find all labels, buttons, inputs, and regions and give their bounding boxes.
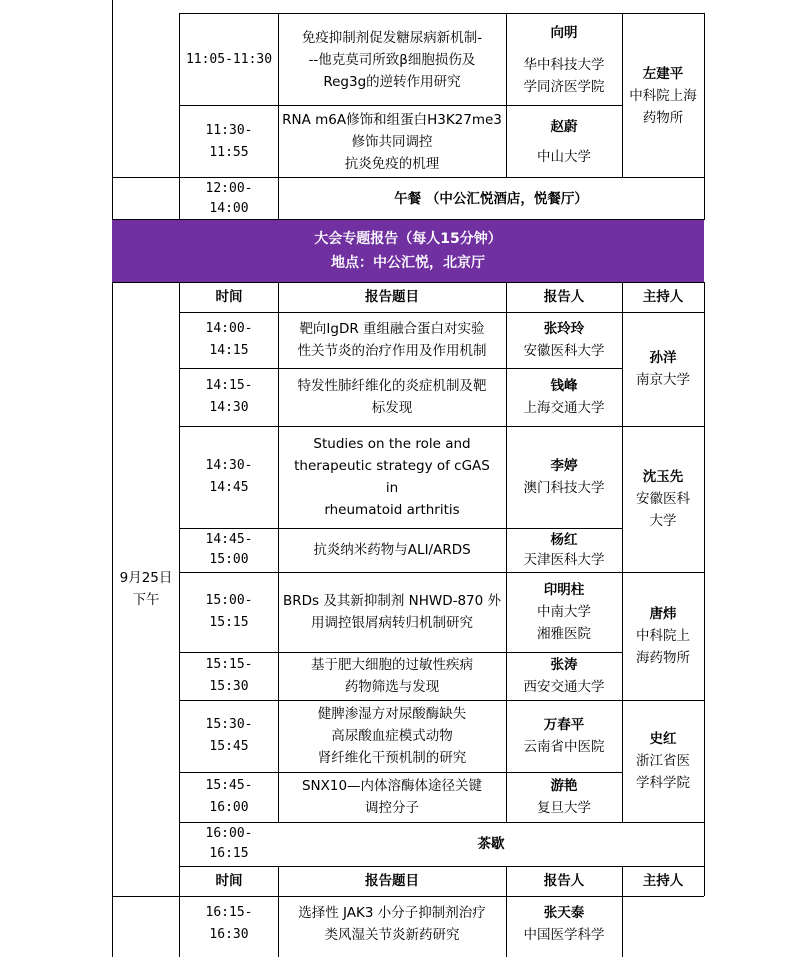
time-cell bbox=[180, 700, 278, 772]
time-text: 16:15 bbox=[209, 846, 249, 861]
talk-title-line: 类风湿关节炎新药研究 bbox=[324, 927, 460, 943]
speaker-affiliation: 复旦大学 bbox=[537, 800, 591, 816]
grid-line bbox=[180, 700, 704, 701]
header-host-label: 主持人 bbox=[642, 873, 684, 889]
talk-title-line: 免疫抑制剂促发糖尿病新机制- bbox=[301, 30, 483, 46]
host-affiliation: 浙江省医 bbox=[636, 753, 690, 769]
date-half: 下午 bbox=[132, 592, 160, 608]
speaker-cell bbox=[506, 312, 622, 368]
time-text: 16:15- bbox=[205, 905, 253, 920]
talk-title-cell bbox=[278, 652, 506, 700]
time-cell bbox=[180, 368, 278, 426]
header-speaker-label: 报告人 bbox=[543, 289, 585, 305]
speaker-name: 钱峰 bbox=[550, 378, 578, 394]
grid-line bbox=[112, 896, 704, 897]
grid-line bbox=[112, 219, 704, 220]
talk-title-line: 高尿酸血症模式动物 bbox=[331, 728, 453, 744]
grid-line bbox=[506, 282, 507, 822]
date-day: 9月25日 bbox=[119, 570, 173, 586]
header-speaker-label: 报告人 bbox=[543, 873, 585, 889]
talk-title-line: 选择性 JAK3 小分子抑制剂治疗 bbox=[298, 905, 486, 921]
host-cell bbox=[622, 572, 704, 700]
time-cell bbox=[180, 822, 278, 866]
lunch-cell bbox=[278, 178, 704, 220]
time-text: 14:15- bbox=[205, 378, 253, 393]
header-host bbox=[622, 282, 704, 312]
grid-line bbox=[112, 0, 113, 220]
host-affiliation: 南京大学 bbox=[636, 372, 690, 388]
grid-line bbox=[704, 13, 705, 220]
grid-line bbox=[180, 652, 622, 653]
speaker-affiliation: 安徽医科大学 bbox=[523, 343, 605, 359]
host-affiliation: 海药物所 bbox=[636, 650, 690, 666]
time-cell bbox=[180, 14, 278, 106]
talk-title-line: 健脾渗湿方对尿酸酶缺失 bbox=[317, 706, 467, 722]
grid-line bbox=[180, 13, 704, 14]
grid-line bbox=[506, 13, 507, 178]
time-text: 16:00 bbox=[209, 800, 249, 815]
grid-line bbox=[180, 866, 704, 867]
talk-title-line: 药物筛选与发现 bbox=[344, 679, 440, 695]
time-text: 16:30 bbox=[209, 927, 249, 942]
speaker-affiliation: 湘雅医院 bbox=[537, 626, 591, 642]
talk-title-line: 性关节炎的治疗作用及作用机制 bbox=[297, 343, 487, 359]
time-text: 15:00 bbox=[209, 552, 249, 567]
header-title-label: 报告题目 bbox=[365, 873, 419, 889]
time-text: 14:30- bbox=[205, 458, 253, 473]
talk-title-cell bbox=[278, 312, 506, 368]
grid-line bbox=[278, 282, 279, 822]
tea-break-text: 茶歇 bbox=[477, 836, 505, 852]
talk-title-line: 基于肥大细胞的过敏性疾病 bbox=[311, 657, 473, 673]
time-cell bbox=[180, 178, 278, 220]
talk-title-line: BRDs 及其新抑制剂 NHWD-870 外 bbox=[282, 593, 502, 609]
speaker-name: 向明 bbox=[550, 25, 578, 41]
host-affiliation: 中科院上海 bbox=[629, 88, 697, 104]
speaker-affiliation: 澳门科技大学 bbox=[523, 480, 605, 496]
grid-line bbox=[180, 105, 622, 106]
host-affiliation: 中科院上 bbox=[636, 628, 690, 644]
time-text: 15:45- bbox=[205, 778, 253, 793]
lunch-text: 午餐 （中公汇悦酒店，悦餐厅） bbox=[394, 191, 588, 207]
grid-line bbox=[112, 282, 113, 957]
host-name: 唐炜 bbox=[649, 606, 677, 622]
speaker-cell bbox=[506, 368, 622, 426]
time-cell bbox=[180, 652, 278, 700]
grid-line bbox=[704, 282, 705, 896]
grid-line bbox=[179, 13, 180, 220]
speaker-cell bbox=[506, 528, 622, 572]
time-text: 11:30- bbox=[205, 123, 253, 138]
speaker-name: 张天泰 bbox=[543, 905, 585, 921]
host-cell bbox=[622, 700, 704, 822]
speaker-cell bbox=[506, 652, 622, 700]
speaker-name: 印明柱 bbox=[543, 582, 585, 598]
talk-title-line: rheumatoid arthritis bbox=[324, 502, 460, 518]
talk-title-line: RNA m6A修饰和组蛋白H3K27me3 bbox=[282, 112, 502, 128]
speaker-name: 李婷 bbox=[550, 458, 578, 474]
speaker-affiliation: 上海交通大学 bbox=[523, 400, 605, 416]
speaker-cell bbox=[506, 772, 622, 822]
grid-line bbox=[622, 282, 623, 822]
time-text: 11:05-11:30 bbox=[185, 52, 273, 67]
talk-title-cell bbox=[278, 106, 506, 178]
speaker-affiliation: 华中科技大学 bbox=[523, 57, 605, 73]
speaker-name: 赵蔚 bbox=[550, 119, 578, 135]
time-cell bbox=[180, 426, 278, 528]
speaker-name: 杨红 bbox=[550, 532, 578, 548]
talk-title-line: 抗炎纳米药物与ALI/ARDS bbox=[313, 542, 471, 558]
talk-title-line: --他克莫司所致β细胞损伤及 bbox=[308, 52, 476, 68]
grid-line bbox=[180, 312, 704, 313]
talk-title-cell bbox=[278, 896, 506, 952]
talk-title-cell bbox=[278, 14, 506, 106]
host-name: 孙洋 bbox=[649, 350, 677, 366]
speaker-cell bbox=[506, 572, 622, 652]
header-speaker bbox=[506, 866, 622, 896]
host-name: 史红 bbox=[649, 731, 677, 747]
host-affiliation: 学科学院 bbox=[636, 775, 690, 791]
header-time-label: 时间 bbox=[215, 289, 243, 305]
talk-title-line: 调控分子 bbox=[365, 800, 419, 816]
speaker-cell bbox=[506, 106, 622, 178]
speaker-affiliation: 天津医科大学 bbox=[523, 552, 605, 568]
talk-title-line: in bbox=[385, 480, 399, 496]
talk-title-line: 抗炎免疫的机理 bbox=[344, 156, 440, 172]
date-cell bbox=[112, 282, 180, 896]
header-title bbox=[278, 866, 506, 896]
host-cell bbox=[622, 14, 704, 178]
time-text: 11:55 bbox=[209, 145, 249, 160]
talk-title-line: SNX10—内体溶酶体途径关键 bbox=[301, 778, 483, 794]
time-text: 12:00- bbox=[205, 181, 253, 196]
talk-title-cell bbox=[278, 368, 506, 426]
time-text: 14:30 bbox=[209, 400, 249, 415]
header-time bbox=[180, 282, 278, 312]
header-title-label: 报告题目 bbox=[365, 289, 419, 305]
talk-title-line: Studies on the role and bbox=[313, 436, 471, 452]
speaker-affiliation: 西安交通大学 bbox=[523, 679, 605, 695]
speaker-name: 万春平 bbox=[543, 717, 585, 733]
time-cell bbox=[180, 106, 278, 178]
grid-line bbox=[112, 282, 704, 283]
speaker-affiliation: 中国医学科学 bbox=[523, 927, 605, 943]
header-title bbox=[278, 282, 506, 312]
grid-line bbox=[278, 13, 279, 220]
grid-line bbox=[180, 822, 704, 823]
host-name: 左建平 bbox=[642, 66, 684, 82]
time-text: 15:15 bbox=[209, 615, 249, 630]
header-speaker bbox=[506, 282, 622, 312]
time-cell bbox=[180, 312, 278, 368]
talk-title-cell bbox=[278, 528, 506, 572]
time-cell bbox=[180, 896, 278, 952]
talk-title-line: 标发现 bbox=[371, 400, 413, 416]
speaker-affiliation: 中南大学 bbox=[537, 604, 591, 620]
tea-break-cell bbox=[278, 822, 704, 866]
grid-line bbox=[180, 528, 622, 529]
host-name: 沈玉先 bbox=[642, 469, 684, 485]
talk-title-line: 肾纤维化干预机制的研究 bbox=[317, 750, 467, 766]
time-text: 14:45 bbox=[209, 480, 249, 495]
talk-title-line: 靶向IgDR 重组融合蛋白对实验 bbox=[299, 321, 485, 337]
grid-line bbox=[622, 866, 623, 957]
host-cell bbox=[622, 426, 704, 572]
speaker-cell bbox=[506, 14, 622, 106]
speaker-name: 张涛 bbox=[550, 657, 578, 673]
time-cell bbox=[180, 772, 278, 822]
time-text: 14:00 bbox=[209, 201, 249, 216]
time-text: 16:00- bbox=[205, 826, 253, 841]
talk-title-line: 修饰共同调控 bbox=[351, 134, 433, 150]
time-text: 15:30 bbox=[209, 679, 249, 694]
time-cell bbox=[180, 528, 278, 572]
host-affiliation: 安徽医科 bbox=[636, 491, 690, 507]
grid-line bbox=[180, 368, 622, 369]
grid-line bbox=[180, 772, 622, 773]
talk-title-line: 用调控银屑病转归机制研究 bbox=[311, 615, 473, 631]
speaker-cell bbox=[506, 426, 622, 528]
speaker-name: 游艳 bbox=[550, 778, 578, 794]
speaker-affiliation: 学同济医学院 bbox=[523, 79, 605, 95]
speaker-cell bbox=[506, 700, 622, 772]
talk-title-line: Reg3g的逆转作用研究 bbox=[323, 74, 461, 90]
time-text: 15:15- bbox=[205, 657, 253, 672]
time-text: 14:15 bbox=[209, 343, 249, 358]
speaker-affiliation: 云南省中医院 bbox=[523, 739, 605, 755]
speaker-affiliation: 中山大学 bbox=[537, 149, 591, 165]
grid-line bbox=[506, 866, 507, 957]
speaker-cell bbox=[506, 896, 622, 952]
grid-line bbox=[278, 866, 279, 957]
talk-title-cell bbox=[278, 700, 506, 772]
session-banner bbox=[112, 220, 704, 282]
host-affiliation: 大学 bbox=[649, 513, 677, 529]
talk-title-cell bbox=[278, 572, 506, 652]
talk-title-cell bbox=[278, 772, 506, 822]
time-text: 14:00- bbox=[205, 321, 253, 336]
header-host-label: 主持人 bbox=[642, 289, 684, 305]
header-host bbox=[622, 866, 704, 896]
talk-title-line: therapeutic strategy of cGAS bbox=[294, 458, 490, 474]
time-text: 15:00- bbox=[205, 593, 253, 608]
grid-line bbox=[180, 426, 704, 427]
time-text: 14:45- bbox=[205, 532, 253, 547]
host-affiliation: 药物所 bbox=[642, 110, 684, 126]
talk-title-line: 特发性肺纤维化的炎症机制及靶 bbox=[297, 378, 487, 394]
grid-line bbox=[112, 177, 704, 178]
header-time-label: 时间 bbox=[215, 873, 243, 889]
grid-line bbox=[179, 282, 180, 957]
grid-line bbox=[622, 13, 623, 178]
host-cell bbox=[622, 312, 704, 426]
grid-line bbox=[180, 572, 704, 573]
header-time bbox=[180, 866, 278, 896]
speaker-name: 张玲玲 bbox=[543, 321, 585, 337]
talk-title-cell bbox=[278, 426, 506, 528]
banner-title: 大会专题报告（每人15分钟） bbox=[314, 231, 502, 247]
banner-location: 地点：中公汇悦，北京厅 bbox=[331, 255, 485, 271]
time-text: 15:30- bbox=[205, 717, 253, 732]
time-text: 15:45 bbox=[209, 739, 249, 754]
time-cell bbox=[180, 572, 278, 652]
